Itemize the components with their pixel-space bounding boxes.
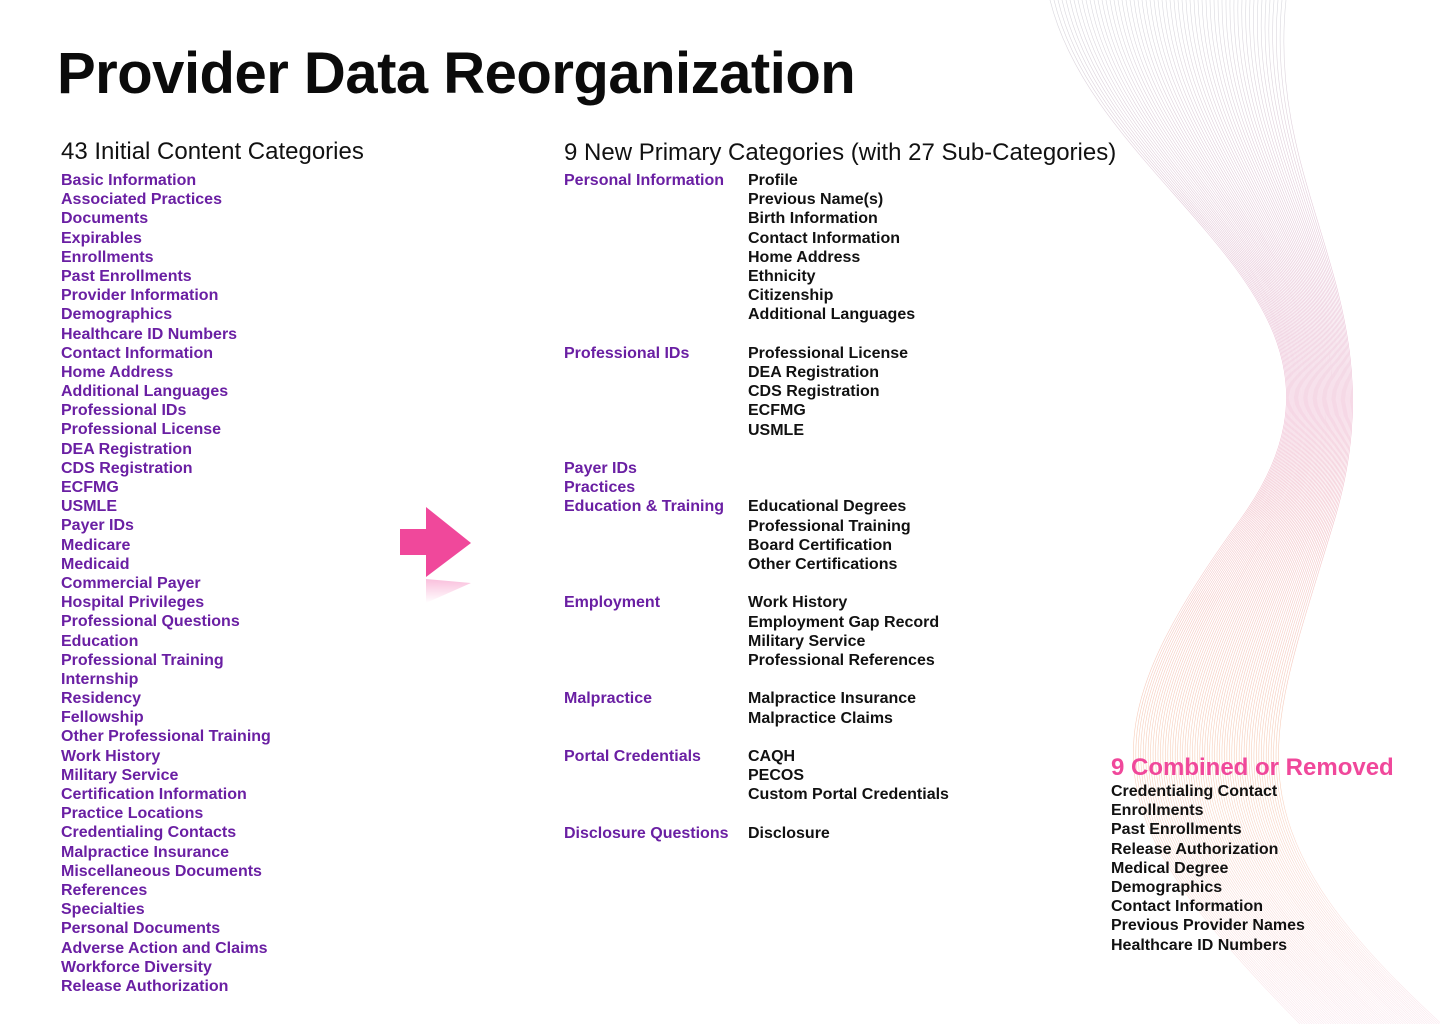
sub-category-item: Military Service (748, 632, 866, 650)
initial-category-item: Personal Documents (61, 920, 221, 938)
sub-category-item: CDS Registration (748, 383, 880, 401)
initial-category-item: Specialties (61, 901, 145, 919)
initial-category-item: Professional License (61, 421, 222, 439)
initial-category-item: Expirables (61, 229, 142, 247)
sub-category-list (748, 497, 911, 574)
removed-categories-heading: 9 Combined or Removed (1111, 754, 1394, 781)
initial-category-item: Commercial Payer (61, 574, 201, 592)
sub-category-item: Previous Name(s) (748, 191, 884, 209)
sub-category-item: CAQH (748, 748, 796, 765)
sub-category-item: ECFMG (748, 402, 806, 420)
initial-category-item: CDS Registration (61, 459, 193, 477)
primary-category-name: Disclosure Questions (564, 824, 729, 842)
initial-category-item: USMLE (61, 498, 117, 516)
initial-category-item: Contact Information (61, 344, 213, 362)
sub-category-item: Custom Portal Credentials (748, 786, 949, 804)
sub-category-item: Home Address (748, 248, 861, 266)
sub-category-item: Disclosure (748, 824, 830, 842)
primary-category-name: Payer IDs (564, 460, 637, 477)
page-title: Provider Data Reorganization (57, 41, 856, 106)
initial-category-item: Medicare (61, 536, 131, 554)
removed-category-item: Past Enrollments (1111, 821, 1242, 839)
initial-category-item: Medicaid (61, 555, 130, 573)
initial-category-item: Enrollments (61, 248, 154, 266)
removed-category-item: Contact Information (1111, 898, 1263, 916)
initial-category-item: Miscellaneous Documents (61, 862, 262, 880)
initial-category-item: Additional Languages (61, 383, 229, 401)
initial-category-item: Military Service (61, 766, 179, 784)
removed-category-item: Enrollments (1111, 802, 1204, 820)
removed-category-item: Demographics (1111, 878, 1223, 896)
initial-categories-list (61, 171, 271, 996)
initial-category-item: Education (61, 632, 139, 650)
initial-category-item: Healthcare ID Numbers (61, 325, 238, 343)
initial-category-item: Professional Questions (61, 613, 240, 631)
initial-category-item: Credentialing Contacts (61, 824, 237, 842)
sub-category-item: Board Certification (748, 536, 893, 554)
initial-category-item: Workforce Diversity (61, 958, 212, 976)
sub-category-item: Professional Training (748, 517, 911, 535)
primary-category-name: Practices (564, 479, 636, 497)
initial-category-item: Professional IDs (61, 402, 187, 420)
initial-category-item: Documents (61, 210, 149, 228)
sub-category-item: Profile (748, 172, 798, 189)
removed-category-item: Previous Provider Names (1111, 917, 1305, 935)
primary-category-name: Malpractice (564, 690, 653, 708)
sub-category-item: Malpractice Claims (748, 709, 893, 727)
sub-category-item: Birth Information (748, 210, 878, 228)
sub-category-list (748, 747, 949, 805)
initial-category-item: Internship (61, 670, 139, 688)
sub-category-item: Citizenship (748, 287, 834, 305)
primary-category-name: Portal Credentials (564, 748, 701, 765)
sub-category-list (748, 344, 908, 440)
removed-categories-list (1111, 782, 1305, 955)
removed-category-item: Credentialing Contact (1111, 783, 1278, 800)
right-arrow-icon (398, 505, 474, 609)
initial-category-item: Work History (61, 747, 161, 765)
initial-category-item: Payer IDs (61, 517, 134, 535)
initial-category-item: ECFMG (61, 479, 119, 496)
initial-category-item: Associated Practices (61, 191, 222, 209)
sub-category-item: Professional License (748, 344, 909, 362)
initial-categories-heading: 43 Initial Content Categories (61, 138, 364, 165)
primary-category-name: Personal Information (564, 172, 725, 189)
initial-category-item: References (61, 881, 148, 899)
sub-category-list (748, 593, 939, 670)
initial-category-item: Past Enrollments (61, 267, 192, 285)
initial-category-item: Professional Training (61, 651, 224, 669)
sub-category-list (748, 171, 915, 325)
initial-category-item: Practice Locations (61, 805, 204, 823)
sub-category-item: Additional Languages (748, 306, 916, 324)
sub-category-item: PECOS (748, 767, 805, 785)
sub-category-item: Ethnicity (748, 267, 816, 285)
sub-category-item: Other Certifications (748, 555, 898, 573)
initial-category-item: Residency (61, 690, 142, 708)
sub-category-item: Contact Information (748, 229, 900, 247)
initial-category-item: Other Professional Training (61, 728, 271, 746)
removed-category-item: Medical Degree (1111, 859, 1229, 877)
initial-category-item: Provider Information (61, 287, 219, 305)
sub-category-item: DEA Registration (748, 363, 879, 381)
sub-category-item: Professional References (748, 651, 935, 669)
new-categories-heading: 9 New Primary Categories (with 27 Sub-Categories) (564, 139, 1117, 166)
sub-category-item: Employment Gap Record (748, 613, 940, 631)
initial-category-item: Basic Information (61, 172, 197, 189)
primary-category-name: Education & Training (564, 498, 725, 516)
initial-category-item: Home Address (61, 363, 174, 381)
sub-category-item: USMLE (748, 421, 804, 439)
primary-category-name: Professional IDs (564, 344, 690, 362)
sub-category-item: Educational Degrees (748, 498, 907, 516)
initial-category-item: Malpractice Insurance (61, 843, 230, 861)
sub-category-list (748, 689, 916, 727)
sub-category-item: Work History (748, 594, 848, 612)
sub-category-item: Malpractice Insurance (748, 690, 917, 708)
removed-category-item: Healthcare ID Numbers (1111, 936, 1288, 954)
sub-category-list (748, 824, 830, 843)
initial-category-item: Fellowship (61, 709, 144, 727)
initial-category-item: Release Authorization (61, 977, 229, 995)
initial-category-item: DEA Registration (61, 440, 192, 458)
primary-category-name: Employment (564, 594, 661, 612)
removed-category-item: Release Authorization (1111, 840, 1279, 858)
initial-category-item: Demographics (61, 306, 173, 324)
initial-category-item: Certification Information (61, 786, 247, 803)
initial-category-item: Hospital Privileges (61, 594, 205, 612)
initial-category-item: Adverse Action and Claims (61, 939, 268, 957)
